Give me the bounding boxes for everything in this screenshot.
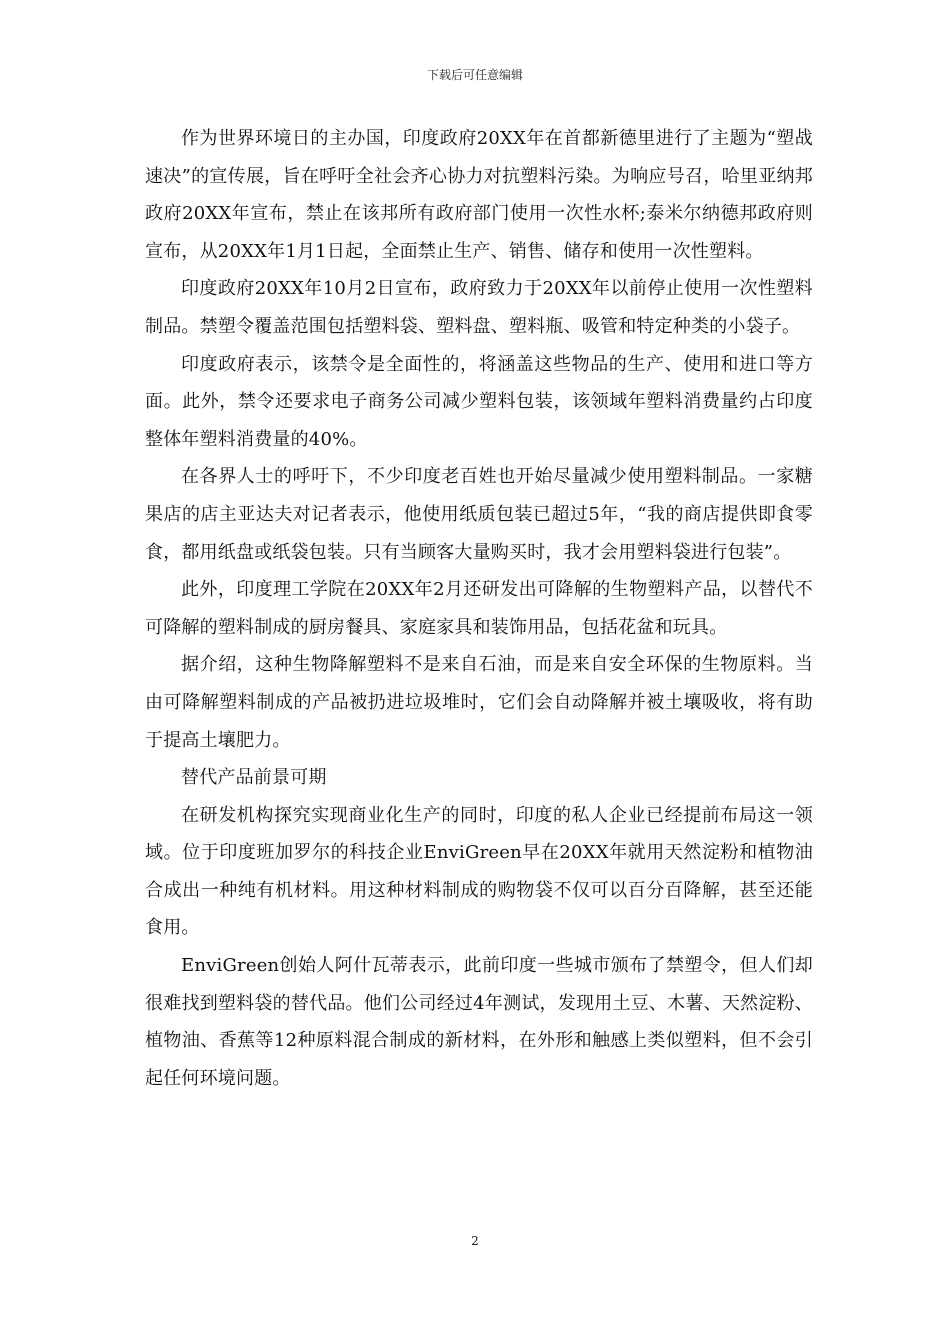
- paragraph-biodegradation: 据介绍，这种生物降解塑料不是来自石油，而是来自安全环保的生物原料。当由可降解塑料制成的产品被扔进垃圾堆时，它们会自动降解并被土壤吸收，将有助于提高土壤肥力。: [145, 654, 813, 751]
- paragraph-envigreen-founder: EnviGreen创始人阿什瓦蒂表示，此前印度一些城市颁布了禁塑令，但人们却很难找到塑料袋的替代品。他们公司经过4年测试，发现用土豆、木薯、天然淀粉、植物油、香蕉等12种原料混合制成的新材料，在外形和触感上类似塑料，但不会引起任何环境问题。: [145, 955, 813, 1089]
- page-number: 2: [471, 1234, 479, 1248]
- paragraph-world-environment-day: 作为世界环境日的主办国，印度政府20XX年在首都新德里进行了主题为“塑战速决”的宣传展，旨在呼吁全社会齐心协力对抗塑料污染。为响应号召，哈里亚纳邦政府20XX年宣布，禁止在该邦所有政府部门使用一次性水杯;泰米尔纳德邦政府则宣布，从20XX年1月1日起，全面禁止生产、销售、储存和使用一次性塑料。: [145, 128, 813, 262]
- paragraph-public-response: 在各界人士的呼吁下，不少印度老百姓也开始尽量减少使用塑料制品。一家糖果店的店主亚达夫对记者表示，他使用纸质包装已超过5年，“我的商店提供即食零食，都用纸盘或纸袋包装。只有当顾客大量购买时，我才会用塑料袋进行包装”。: [145, 466, 813, 563]
- document-body: [145, 120, 813, 1097]
- paragraph-ban-scope: 印度政府表示，该禁令是全面性的，将涵盖这些物品的生产、使用和进口等方面。此外，禁令还要求电子商务公司减少塑料包装，该领域年塑料消费量约占印度整体年塑料消费量的40%。: [145, 353, 813, 450]
- page-header: 下载后可任意编辑: [426, 68, 523, 82]
- section-heading-alternatives: 替代产品前景可期: [181, 767, 327, 789]
- paragraph-government-announcement: 印度政府20XX年10月2日宣布，政府致力于20XX年以前停止使用一次性塑料制品。禁塑令覆盖范围包括塑料袋、塑料盘、塑料瓶、吸管和特定种类的小袋子。: [145, 278, 813, 337]
- paragraph-private-enterprise: 在研发机构探究实现商业化生产的同时，印度的私人企业已经提前布局这一领域。位于印度班加罗尔的科技企业EnviGreen早在20XX年就用天然淀粉和植物油合成出一种纯有机材料。用这种材料制成的购物袋不仅可以百分百降解，甚至还能食用。: [145, 804, 813, 939]
- paragraph-iit-bioplastic: 此外，印度理工学院在20XX年2月还研发出可降解的生物塑料产品，以替代不可降解的塑料制成的厨房餐具、家庭家具和装饰用品，包括花盆和玩具。: [145, 579, 813, 638]
